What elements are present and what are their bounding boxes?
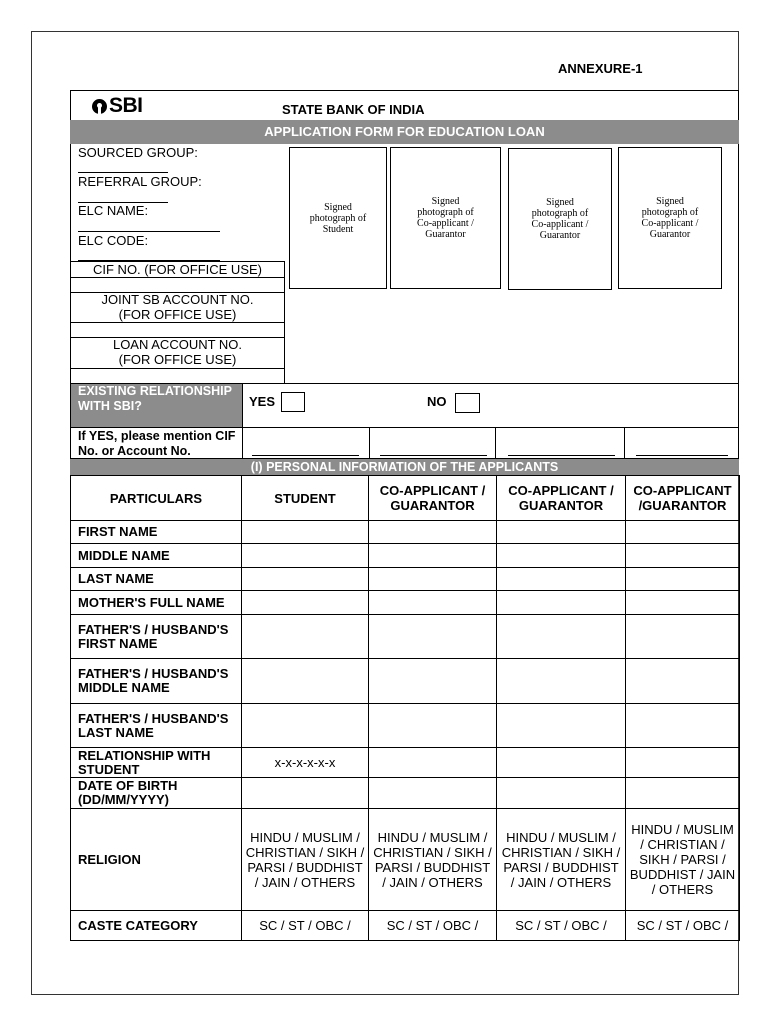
religion-options[interactable]: HINDU / MUSLIM / CHRISTIAN / SIKH / PARSI / BUDDHIST / JAIN / OTHERS: [369, 809, 497, 911]
cif-col-div-2: [495, 427, 496, 459]
joint-sb-label: JOINT SB ACCOUNT NO. (FOR OFFICE USE): [101, 292, 254, 322]
loan-account-label: LOAN ACCOUNT NO. (FOR OFFICE USE): [112, 337, 243, 367]
cif-entry-line-3[interactable]: [508, 455, 615, 456]
sbi-logo-text: SBI: [109, 94, 143, 117]
cif-divider-1: [70, 277, 285, 278]
relationship-col-divider: [242, 383, 243, 459]
bank-name: STATE BANK OF INDIA: [282, 102, 425, 117]
photo-coapplicant-2-text: Signed photograph of Co-applicant / Guarantor: [531, 197, 589, 241]
table-cell[interactable]: [242, 521, 369, 544]
table-cell[interactable]: [369, 704, 497, 748]
table-row: [71, 809, 740, 911]
table-row: [71, 521, 740, 544]
table-cell[interactable]: [369, 521, 497, 544]
photo-box-coapplicant-2[interactable]: [508, 148, 612, 290]
existing-relationship-label: EXISTING RELATIONSHIP WITH SBI?: [71, 384, 242, 428]
row-label: MOTHER'S FULL NAME: [71, 591, 242, 615]
header-student: STUDENT: [242, 476, 369, 521]
photo-student-text: Signed photograph of Student: [309, 201, 367, 235]
if-yes-label: If YES, please mention CIF No. or Account No.: [78, 429, 236, 458]
table-row: [71, 659, 740, 704]
table-cell[interactable]: [497, 568, 626, 591]
cif-entry-line-4[interactable]: [636, 455, 728, 456]
table-cell[interactable]: [626, 615, 740, 659]
table-cell[interactable]: [626, 704, 740, 748]
table-cell[interactable]: [626, 521, 740, 544]
table-cell[interactable]: [369, 748, 497, 778]
caste-options[interactable]: SC / ST / OBC /: [497, 911, 626, 941]
table-cell[interactable]: [369, 591, 497, 615]
table-cell[interactable]: [497, 521, 626, 544]
table-cell: x-x-x-x-x-x: [242, 748, 369, 778]
cif-entry-line-1[interactable]: [252, 455, 359, 456]
row-label: LAST NAME: [71, 568, 242, 591]
row-label: FATHER'S / HUSBAND'S LAST NAME: [71, 704, 242, 748]
table-row: [71, 591, 740, 615]
table-cell[interactable]: [626, 544, 740, 568]
photo-box-student[interactable]: [289, 147, 387, 289]
photo-coapplicant-3-text: Signed photograph of Co-applicant / Guarantor: [641, 196, 699, 240]
form-title-bar: APPLICATION FORM FOR EDUCATION LOAN: [70, 120, 739, 144]
table-row: [71, 704, 740, 748]
elc-name-label: ELC NAME:: [78, 203, 149, 218]
row-label: FATHER'S / HUSBAND'S MIDDLE NAME: [71, 659, 242, 704]
table-cell[interactable]: [369, 544, 497, 568]
elc-code-label: ELC CODE:: [78, 233, 149, 248]
row-label: FIRST NAME: [71, 521, 242, 544]
sbi-logo: [92, 94, 143, 118]
header-particulars: PARTICULARS: [71, 476, 242, 521]
table-cell[interactable]: [497, 544, 626, 568]
row-label: MIDDLE NAME: [71, 544, 242, 568]
annexure-label: ANNEXURE-1: [558, 61, 643, 76]
table-cell[interactable]: [626, 778, 740, 809]
header-coapplicant-1: CO-APPLICANT / GUARANTOR: [369, 476, 497, 521]
section-personal-info-bar: (I) PERSONAL INFORMATION OF THE APPLICANTS: [70, 459, 739, 475]
table-cell[interactable]: [626, 748, 740, 778]
cif-col-div-3: [624, 427, 625, 459]
table-cell[interactable]: [242, 568, 369, 591]
cif-no-label: CIF NO. (FOR OFFICE USE): [93, 262, 262, 277]
table-cell[interactable]: [369, 568, 497, 591]
yes-checkbox[interactable]: [281, 392, 305, 412]
table-cell[interactable]: [242, 659, 369, 704]
sourced-group-label: SOURCED GROUP:: [78, 145, 198, 160]
religion-options[interactable]: HINDU / MUSLIM / CHRISTIAN / SIKH / PARSI / BUDDHIST / JAIN / OTHERS: [497, 809, 626, 911]
table-row: [71, 748, 740, 778]
table-row: [71, 911, 740, 941]
religion-options[interactable]: HINDU / MUSLIM / CHRISTIAN / SIKH / PARSI / BUDDHIST / JAIN / OTHERS: [242, 809, 369, 911]
table-cell[interactable]: [626, 591, 740, 615]
photo-box-coapplicant-1[interactable]: [390, 147, 501, 289]
row-label: RELIGION: [71, 809, 242, 911]
yes-label: YES: [249, 394, 276, 409]
table-cell[interactable]: [242, 615, 369, 659]
photo-coapplicant-1-text: Signed photograph of Co-applicant / Guarantor: [417, 196, 474, 240]
table-cell[interactable]: [242, 591, 369, 615]
sbi-logo-icon: [92, 99, 107, 114]
table-cell[interactable]: [369, 778, 497, 809]
table-row: [71, 544, 740, 568]
table-cell[interactable]: [497, 615, 626, 659]
table-header-row: [71, 476, 740, 521]
row-label: RELATIONSHIP WITH STUDENT: [71, 748, 242, 778]
row-label: DATE OF BIRTH (DD/MM/YYYY): [71, 778, 242, 809]
row-label: CASTE CATEGORY: [71, 911, 242, 941]
no-label: NO: [427, 394, 447, 409]
cif-col-div-1: [369, 427, 370, 459]
table-row: [71, 615, 740, 659]
elc-name-line[interactable]: [78, 231, 220, 232]
cif-entry-line-2[interactable]: [380, 455, 487, 456]
table-row: [71, 568, 740, 591]
table-cell[interactable]: [497, 704, 626, 748]
table-cell[interactable]: [242, 704, 369, 748]
table-cell[interactable]: [497, 659, 626, 704]
relationship-row-divider: [70, 427, 739, 428]
joint-divider-1: [70, 322, 285, 323]
sourced-group-line[interactable]: [78, 172, 168, 173]
table-row: [71, 778, 740, 809]
personal-info-table: [70, 475, 740, 941]
row-label: FATHER'S / HUSBAND'S FIRST NAME: [71, 615, 242, 659]
caste-options[interactable]: SC / ST / OBC /: [626, 911, 740, 941]
table-cell[interactable]: [497, 748, 626, 778]
table-cell[interactable]: [497, 778, 626, 809]
table-cell[interactable]: [626, 659, 740, 704]
table-cell[interactable]: [242, 544, 369, 568]
caste-options[interactable]: SC / ST / OBC /: [369, 911, 497, 941]
caste-options[interactable]: SC / ST / OBC /: [242, 911, 369, 941]
table-cell[interactable]: [369, 659, 497, 704]
no-checkbox[interactable]: [455, 393, 480, 413]
photo-box-coapplicant-3[interactable]: [618, 147, 722, 289]
table-cell[interactable]: [626, 568, 740, 591]
loan-divider: [70, 368, 285, 369]
religion-options[interactable]: HINDU / MUSLIM / CHRISTIAN / SIKH / PARSI / BUDDHIST / JAIN / OTHERS: [626, 809, 740, 911]
table-cell[interactable]: [497, 591, 626, 615]
table-cell[interactable]: [242, 778, 369, 809]
header-coapplicant-3: CO-APPLICANT /GUARANTOR: [626, 476, 740, 521]
table-cell[interactable]: [369, 615, 497, 659]
header-coapplicant-2: CO-APPLICANT / GUARANTOR: [497, 476, 626, 521]
referral-group-label: REFERRAL GROUP:: [78, 174, 202, 189]
